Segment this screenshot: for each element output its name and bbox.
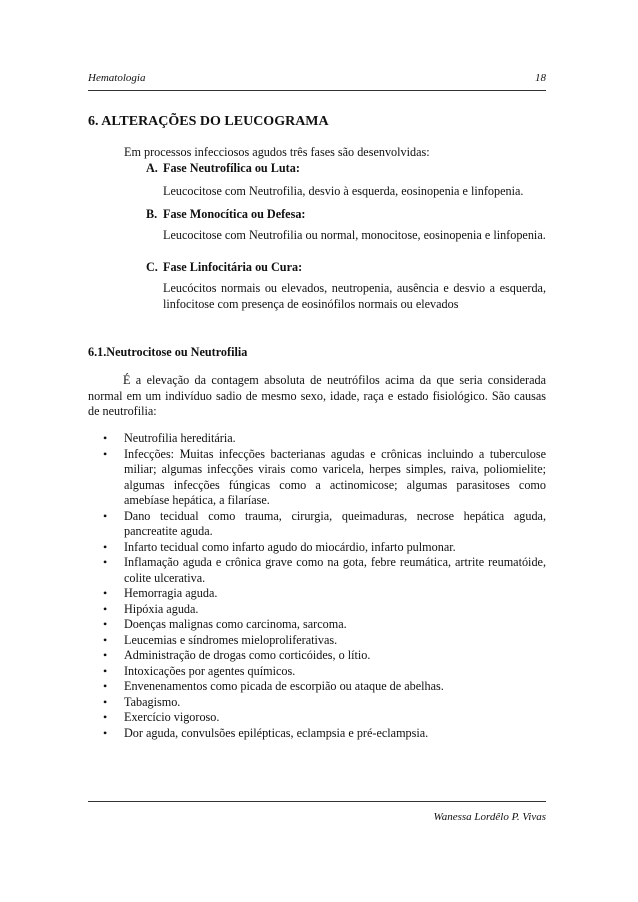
list-item (88, 586, 546, 602)
bullet-icon: • (103, 725, 108, 740)
phase-c-heading: Fase Linfocitária ou Cura: (163, 260, 303, 274)
bullet-icon: • (103, 508, 108, 523)
phase-b-title (146, 207, 306, 223)
bullet-icon: • (103, 431, 108, 445)
list-item (88, 540, 546, 556)
phase-a-description: Leucocitose com Neutrofilia, desvio à esquerda, eosinopenia e linfopenia. (163, 184, 524, 198)
neutrophilia-causes-list (88, 431, 546, 741)
list-item (88, 602, 546, 618)
list-item-text: Envenenamentos como picada de escorpião ou ataque de abelhas. (124, 679, 444, 693)
list-item-text: Administração de drogas como corticóides, o lítio. (124, 648, 371, 662)
running-header-title: Hematologia (88, 72, 146, 84)
list-item (88, 555, 546, 586)
phase-c-title (146, 260, 302, 276)
list-item (88, 648, 546, 664)
bullet-icon: • (103, 648, 108, 662)
list-item-text: Neutrofilia hereditária. (124, 431, 236, 445)
bullet-icon: • (103, 663, 108, 678)
bullet-icon: • (103, 586, 108, 600)
list-item (88, 695, 546, 711)
list-item-text: Exercício vigoroso. (124, 710, 220, 724)
list-item-text: Hipóxia aguda. (124, 601, 199, 616)
phase-b-letter: B. (146, 207, 158, 221)
phase-c-description: Leucócitos normais ou elevados, neutropenia, ausência e desvio a esquerda, linfocitose com presença de eosinófilos normais ou elevados (163, 281, 546, 311)
bullet-icon: • (103, 617, 108, 631)
list-item (88, 509, 546, 540)
phase-c-letter: C. (146, 260, 158, 274)
page-number: 18 (535, 72, 546, 84)
list-item (88, 726, 546, 742)
bullet-icon: • (103, 679, 108, 693)
list-item (88, 431, 546, 447)
list-item (88, 617, 546, 633)
bullet-icon: • (103, 601, 108, 616)
list-item (88, 447, 546, 509)
list-item (88, 679, 546, 695)
subsection-paragraph (88, 373, 546, 420)
bullet-icon: • (103, 694, 108, 709)
phase-b-heading: Fase Monocítica ou Defesa: (163, 207, 306, 221)
section-title: 6. ALTERAÇÕES DO LEUCOGRAMA (88, 114, 329, 129)
list-item-text: Doenças malignas como carcinoma, sarcoma. (124, 617, 347, 631)
phase-a-letter: A. (146, 161, 158, 175)
paragraph-text: É a elevação da contagem absoluta de neutrófilos acima da que seria considerada normal em um indivíduo sadio de mesmo sexo, idade, raça e estado fisiológico. São causas de neutrofilia: (88, 373, 546, 418)
list-item-text: Leucemias e síndromes mieloproliferativas. (124, 632, 338, 647)
bullet-icon: • (103, 710, 108, 724)
list-item (88, 664, 546, 680)
list-item (88, 710, 546, 726)
list-item-text: Dano tecidual como trauma, cirurgia, queimaduras, necrose hepática aguda, pancreatite aguda. (124, 508, 546, 538)
phase-b-description: Leucocitose com Neutrofilia ou normal, monocitose, eosinopenia e linfopenia. (163, 228, 546, 242)
list-item-text: Dor aguda, convulsões epilépticas, eclampsia e pré-eclampsia. (124, 725, 429, 740)
section-intro: Em processos infecciosos agudos três fases são desenvolvidas: (124, 145, 430, 159)
subsection-title: 6.1.Neutrocitose ou Neutrofilia (88, 345, 248, 359)
list-item-text: Intoxicações por agentes químicos. (124, 663, 296, 678)
list-item-text: Hemorragia aguda. (124, 586, 218, 600)
bullet-icon: • (103, 632, 108, 647)
bullet-icon: • (103, 539, 108, 554)
header-rule (88, 90, 546, 91)
phase-a-title (146, 161, 300, 177)
list-item-text: Infarto tecidual como infarto agudo do miocárdio, infarto pulmonar. (124, 539, 456, 554)
list-item-text: Inflamação aguda e crônica grave como na gota, febre reumática, artrite reumatóide, colite ulcerativa. (124, 555, 546, 585)
list-item-text: Infecções: Muitas infecções bacterianas agudas e crônicas incluindo a tuberculose miliar; algumas infecções virais como varicela, herpes simples, raiva, poliomielite; algumas infecções fúngicas como a actinomicose; algumas parasitoses como amebíase hepática, a filaríase. (124, 446, 546, 507)
phase-a-heading: Fase Neutrofílica ou Luta: (163, 161, 300, 175)
bullet-icon: • (103, 555, 108, 569)
footer-author: Wanessa Lordêlo P. Vivas (433, 811, 546, 823)
footer-rule (88, 801, 546, 802)
list-item (88, 633, 546, 649)
list-item-text: Tabagismo. (124, 694, 181, 709)
bullet-icon: • (103, 446, 108, 461)
